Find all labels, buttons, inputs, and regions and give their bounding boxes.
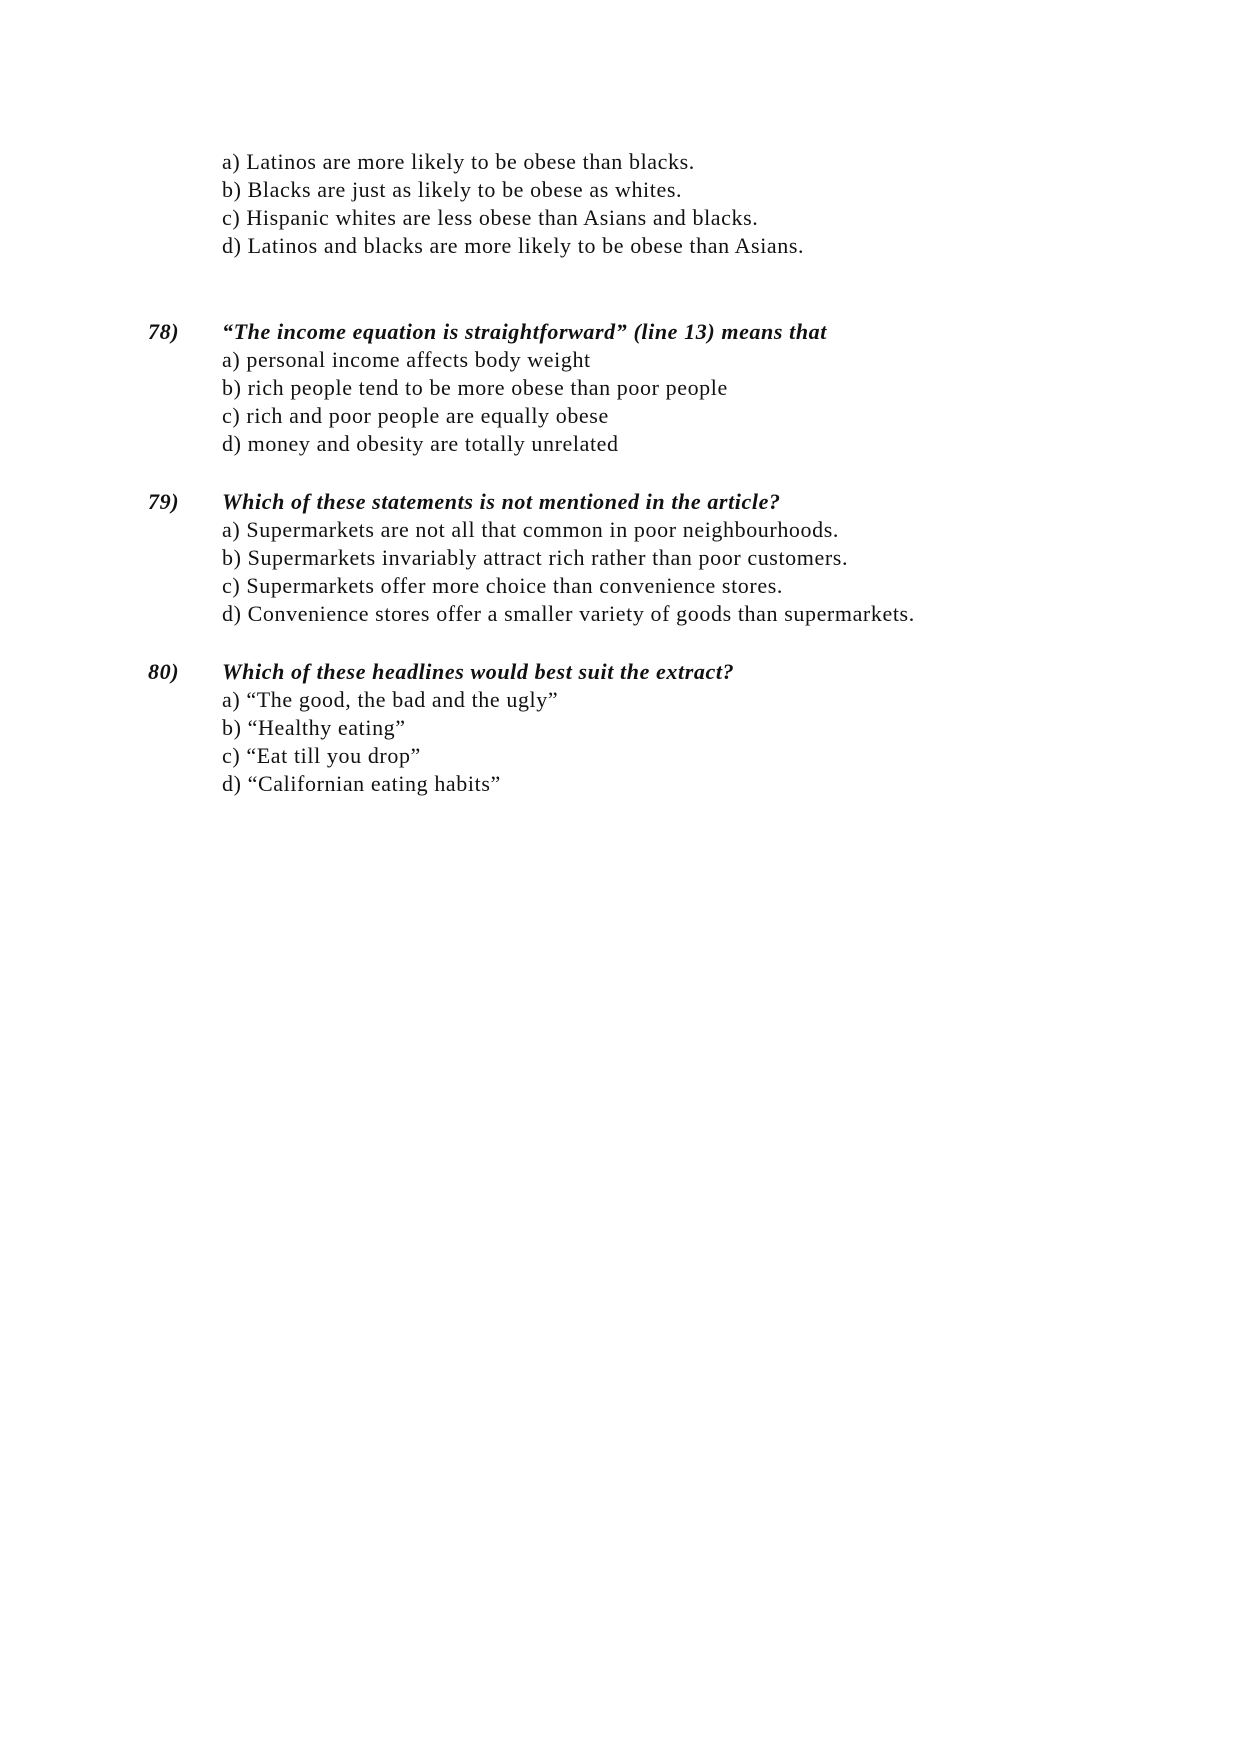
option-b: b) rich people tend to be more obese than poor people [222, 375, 728, 400]
option-c: c) Hispanic whites are less obese than Asians and blacks. [222, 205, 759, 230]
option-d: d) Convenience stores offer a smaller variety of goods than supermarkets. [222, 601, 915, 626]
option-b: b) Blacks are just as likely to be obese as whites. [222, 177, 683, 202]
question-number: 78) [148, 319, 180, 344]
option-c: c) Supermarkets offer more choice than convenience stores. [222, 573, 783, 598]
option-a: a) Latinos are more likely to be obese than blacks. [222, 149, 695, 174]
option-a: a) personal income affects body weight [222, 347, 591, 372]
option-d: d) money and obesity are totally unrelated [222, 431, 619, 456]
option-d: d) “Californian eating habits” [222, 771, 501, 796]
option-c: c) rich and poor people are equally obese [222, 403, 609, 428]
option-b: b) “Healthy eating” [222, 715, 406, 740]
option-c: c) “Eat till you drop” [222, 743, 421, 768]
option-b: b) Supermarkets invariably attract rich rather than poor customers. [222, 545, 849, 570]
question-text: Which of these statements is not mentioned in the article? [222, 489, 781, 514]
question-text: “The income equation is straightforward” (line 13) means that [222, 319, 827, 344]
question-number: 80) [148, 659, 180, 684]
question-number: 79) [148, 489, 180, 514]
option-a: a) Supermarkets are not all that common in poor neighbourhoods. [222, 517, 839, 542]
question-text: Which of these headlines would best suit the extract? [222, 659, 735, 684]
option-a: a) “The good, the bad and the ugly” [222, 687, 559, 712]
option-d: d) Latinos and blacks are more likely to be obese than Asians. [222, 233, 805, 258]
